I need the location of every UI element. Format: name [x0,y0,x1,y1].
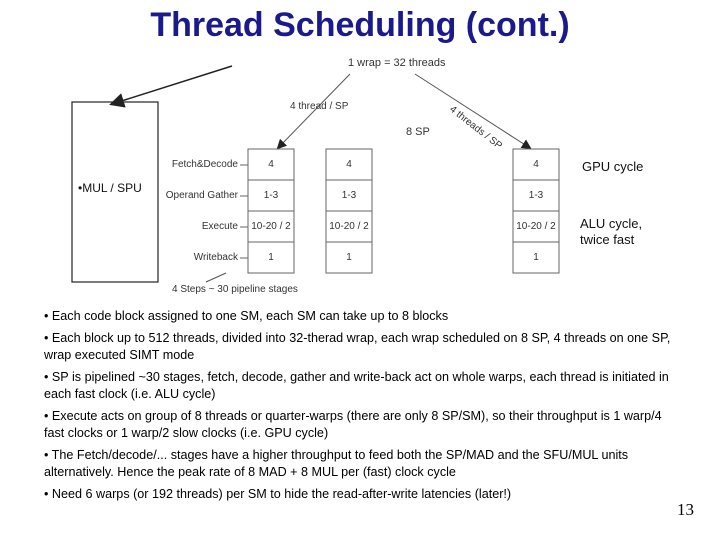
row-label-writeback: Writeback [193,252,238,263]
pipeline-steps-label: 4 Steps ~ 30 pipeline stages [172,284,298,295]
gpu-cycle-label: GPU cycle [582,159,644,174]
bullet-item: • The Fetch/decode/... stages have a higher throughput to feed both the SP/MAD and the SFU/MUL units alternatively. Hence the peak rate of 8 MAD + 8 MUL per (fast) clock cycle [44,448,629,479]
row-label-operand-gather: Operand Gather [165,190,238,201]
page-number: 13 [677,500,694,519]
row-label-fetch-decode: Fetch&Decode [171,159,238,170]
mul-spu-label: •MUL / SPU [78,181,142,195]
wrap-label: 1 wrap = 32 threads [348,57,446,69]
left-branch-label: 4 thread / SP [290,101,349,112]
cell-fetch-decode: 4 [533,159,539,170]
cell-execute: 10-20 / 2 [329,221,369,232]
cell-operand-gather: 1-3 [528,190,544,201]
bullet-item: • SP is pipelined ~30 stages, fetch, decode, gather and write-back act on whole warps, each thread is initiated in each fast clock (i.e. ALU cycle) [44,370,669,401]
cell-operand-gather: 1-3 [341,190,357,201]
bullet-list [44,308,674,508]
cell-writeback: 1 [346,252,352,263]
bullet-item: • Each code block assigned to one SM, each SM can take up to 8 blocks [44,309,449,323]
alu-cycle-label: ALU cycle, twice fast [580,216,643,247]
cell-writeback: 1 [533,252,539,263]
right-branch-arrow [415,74,530,148]
bullet-item: • Each block up to 512 threads, divided into 32-therad wrap, each wrap scheduled on 8 SP, 4 threads on one SP, wrap executed SIMT mode [44,331,671,362]
sp-count-label: 8 SP [406,126,430,138]
row-label-execute: Execute [201,221,238,232]
pointer-arrow [112,66,232,104]
cell-operand-gather: 1-3 [263,190,279,201]
row-label-ticks [240,165,248,258]
cell-execute: 10-20 / 2 [516,221,556,232]
cell-fetch-decode: 4 [268,159,274,170]
bullet-item: • Need 6 warps (or 192 threads) per SM to hide the read-after-write latencies (later!) [44,487,512,501]
slide-title: Thread Scheduling (cont.) [150,6,570,44]
cell-writeback: 1 [268,252,274,263]
bullet-item: • Execute acts on group of 8 threads or quarter-warps (there are only 8 SP/SM), so their throughput is 1 warp/4 fast clocks or 1 warp/2 slow clocks (i.e. GPU cycle) [44,409,662,440]
right-branch-label: 4 threads / SP [447,104,504,152]
cell-execute: 10-20 / 2 [251,221,291,232]
cell-fetch-decode: 4 [346,159,352,170]
steps-arrow [206,273,226,282]
